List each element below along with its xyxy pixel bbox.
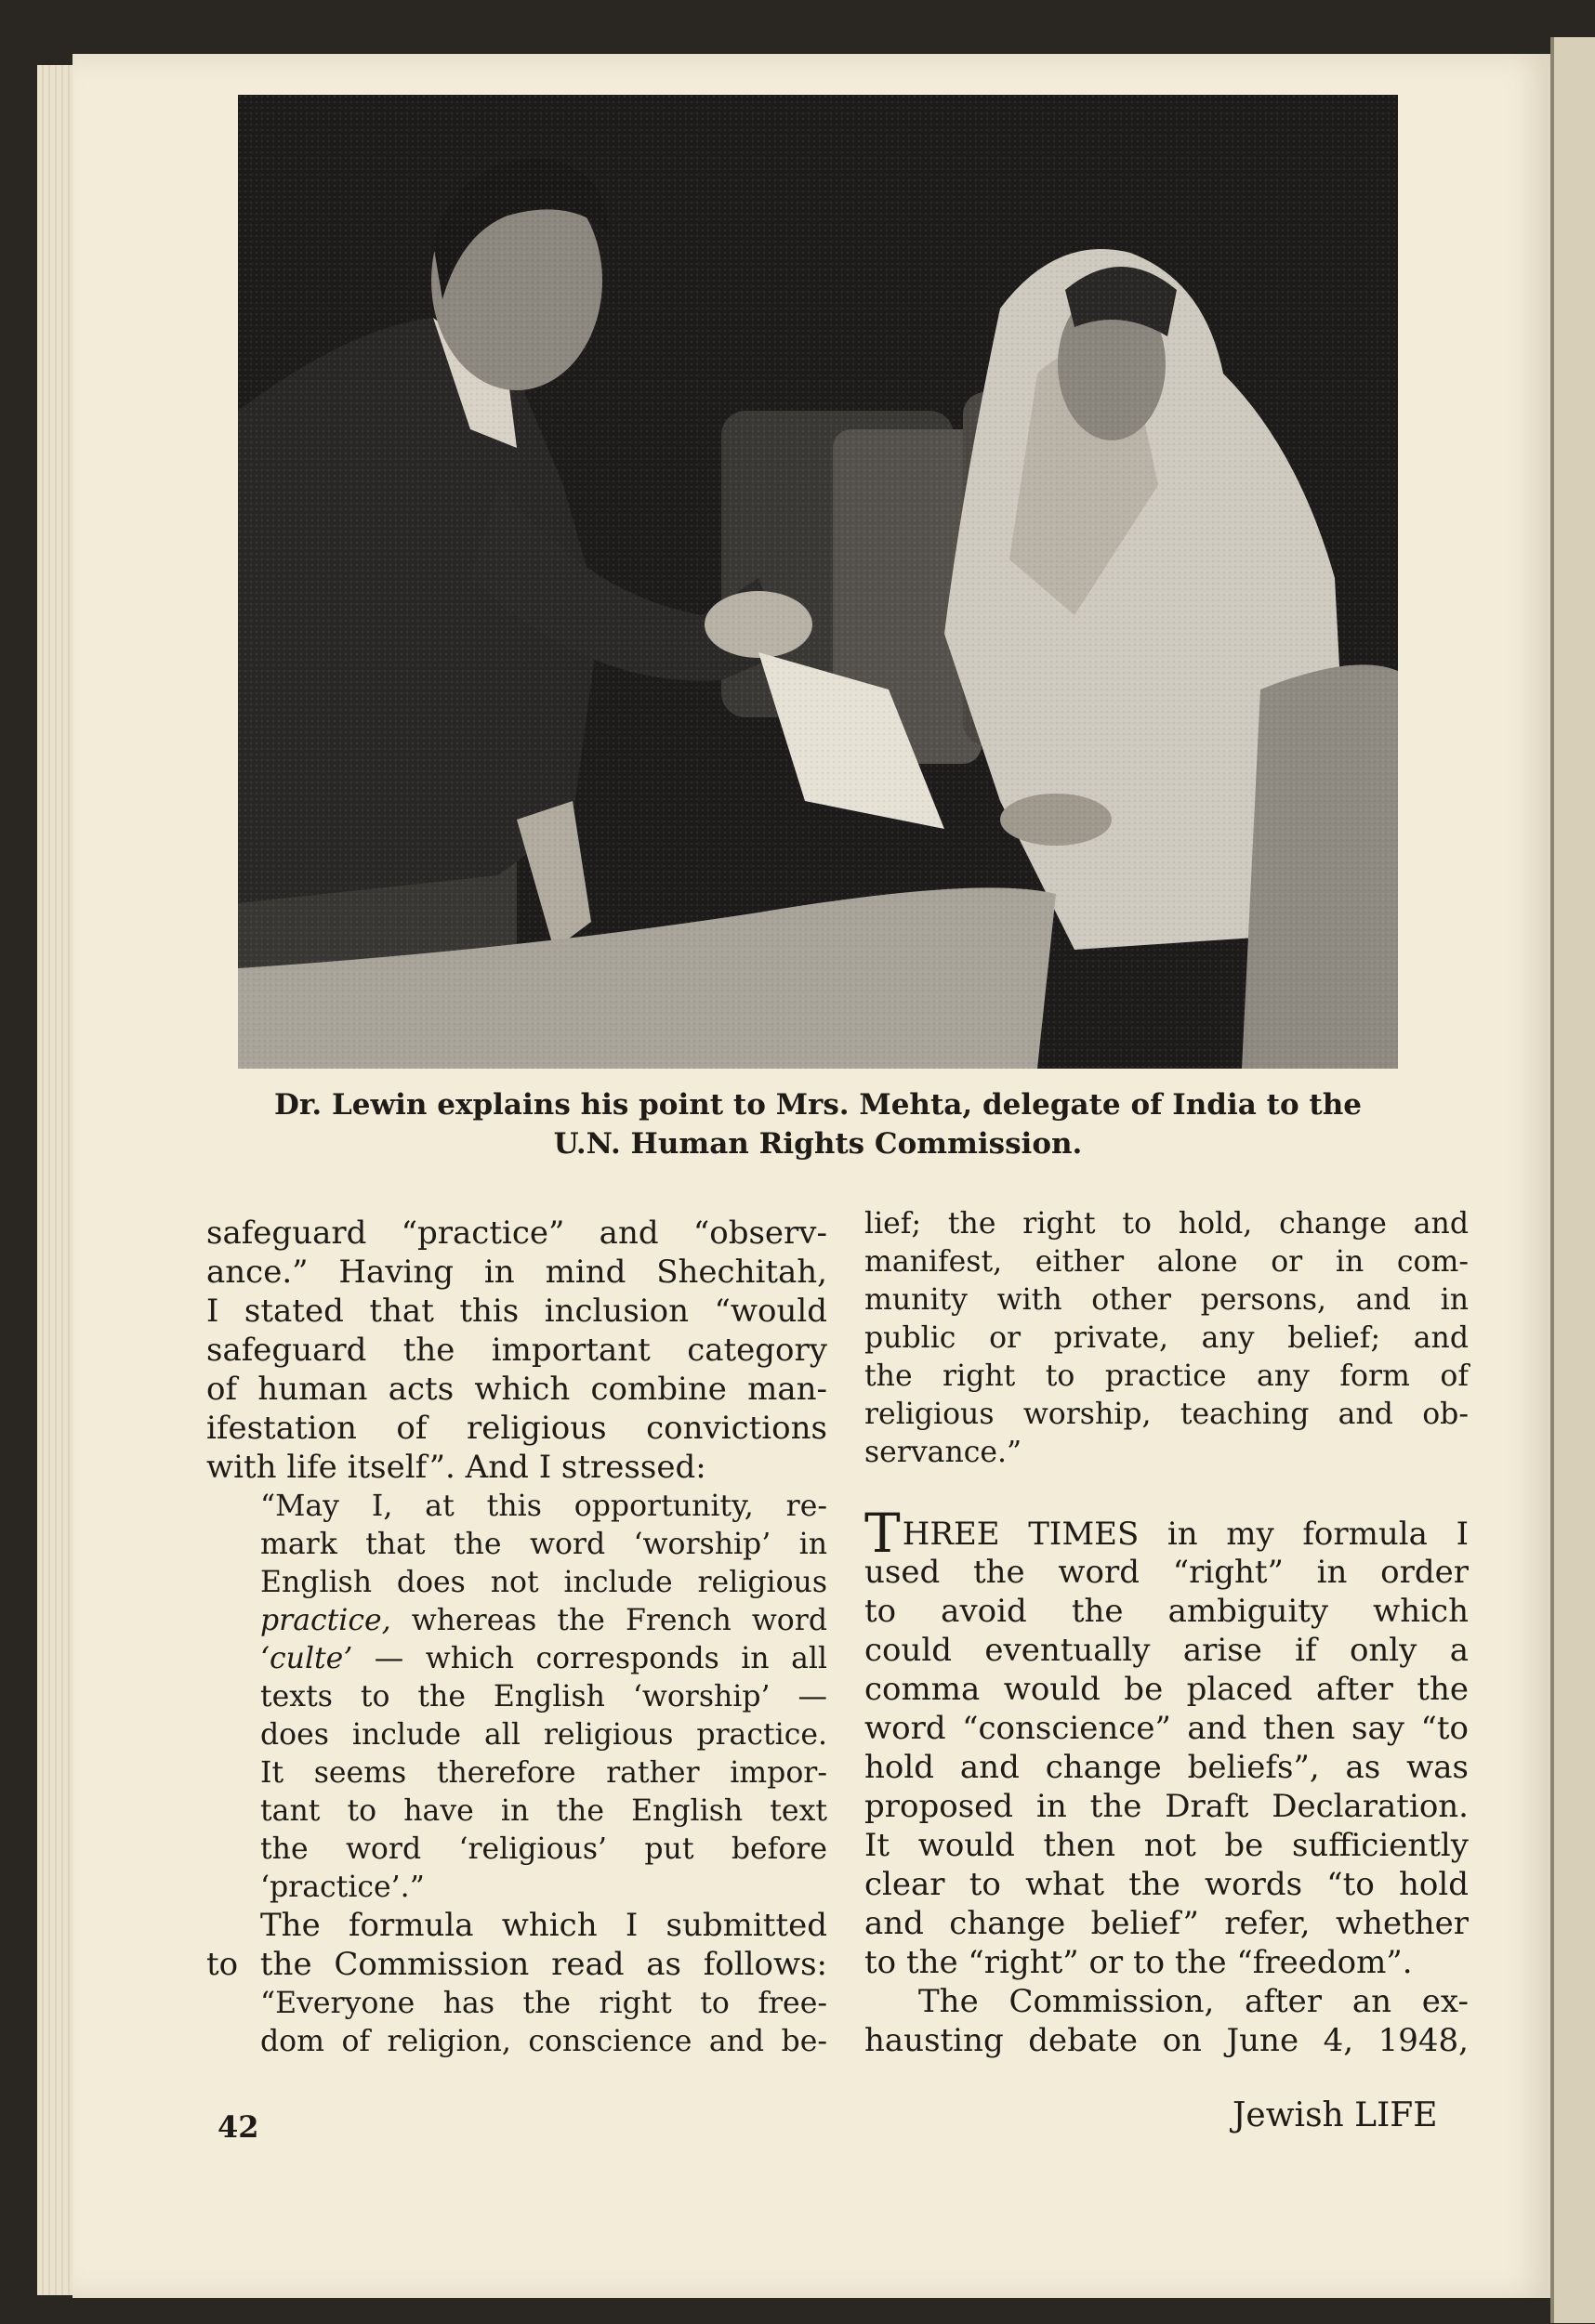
block-quote — [206, 1487, 827, 1906]
text-line — [864, 1502, 1469, 1565]
page-edge-stack — [37, 65, 74, 2295]
left-text-column — [206, 1214, 827, 2060]
quote-line: servance.” — [864, 1436, 1022, 1469]
text-line: The Commission, after an ex- — [918, 1983, 1469, 2020]
text-line: safeguard the important category — [206, 1332, 827, 1369]
facing-page-edge — [1550, 37, 1595, 2323]
caption-line-1: Dr. Lewin explains his point to Mrs. Mehta, delegate of India to the — [274, 1088, 1362, 1122]
caption-line-2: U.N. Human Rights Commission. — [553, 1127, 1083, 1161]
quote-line: English does not include religious — [260, 1566, 827, 1599]
quote-line — [260, 1601, 827, 1639]
text-line: The formula which I submitted — [260, 1907, 827, 1944]
quote-fragment: whereas the French word — [390, 1604, 827, 1637]
text-line: safeguard “practice” and “observ- — [206, 1215, 827, 1252]
text-line: hold and change beliefs”, as was — [864, 1749, 1469, 1786]
block-quote-2 — [206, 1984, 827, 2060]
quote-continuation — [864, 1204, 1469, 1471]
quote-line: tant to have in the English text — [260, 1794, 827, 1828]
text-line: of human acts which combine man- — [206, 1371, 827, 1408]
quote-line: manifest, either alone or in com- — [864, 1245, 1469, 1279]
quote-line: “Everyone has the right to free- — [260, 1987, 827, 2020]
running-footer: Jewish LIFE — [1232, 2096, 1438, 2134]
photo-caption — [214, 1085, 1422, 1163]
quote-line — [260, 1639, 827, 1677]
quote-line: dom of religion, conscience and be- — [260, 2025, 827, 2058]
text-fragment: HREE TIMES in my formula I — [902, 1516, 1469, 1553]
text-line: could eventually arise if only a — [864, 1632, 1469, 1669]
photograph — [238, 95, 1398, 1069]
quote-line: ‘practice’.” — [260, 1871, 425, 1904]
right-text-column — [864, 1204, 1469, 2060]
quote-line: the word ‘religious’ put before — [260, 1832, 827, 1866]
photo-illustration — [238, 95, 1398, 1069]
text-line: ance.” Having in mind Shechitah, — [206, 1254, 827, 1291]
quote-line: munity with other persons, and in — [864, 1283, 1469, 1317]
text-line: comma would be placed after the — [864, 1671, 1469, 1708]
quote-line: the right to practice any form of — [864, 1359, 1469, 1393]
drop-cap: T — [864, 1502, 901, 1565]
quote-line: mark that the word ‘worship’ in — [260, 1528, 827, 1561]
text-line: to the “right” or to the “freedom”. — [864, 1944, 1413, 1981]
text-line: with life itself”. And I stressed: — [206, 1449, 706, 1486]
text-line: clear to what the words “to hold — [864, 1866, 1469, 1903]
quote-line: religious worship, teaching and ob- — [864, 1398, 1469, 1431]
emphasis: ‘culte’ — [260, 1642, 353, 1675]
quote-line: “May I, at this opportunity, re- — [260, 1490, 827, 1523]
text-line: It would then not be sufficiently — [864, 1827, 1469, 1864]
text-line: used the word “right” in order — [864, 1554, 1469, 1591]
text-line: and change belief” refer, whether — [864, 1905, 1469, 1942]
quote-line: It seems therefore rather impor- — [260, 1756, 827, 1790]
text-line: proposed in the Draft Declaration. — [864, 1788, 1469, 1825]
text-line: hausting debate on June 4, 1948, — [864, 2022, 1469, 2059]
page-number: 42 — [218, 2109, 259, 2145]
text-line: ifestation of religious convictions — [206, 1410, 827, 1447]
quote-line: public or private, any belief; and — [864, 1321, 1469, 1355]
text-line: to avoid the ambiguity which — [864, 1593, 1469, 1630]
quote-line: texts to the English ‘worship’ — — [260, 1680, 827, 1713]
text-line: I stated that this inclusion “would — [206, 1293, 827, 1330]
text-line: word “conscience” and then say “to — [864, 1710, 1469, 1747]
quote-line: does include all religious practice. — [260, 1718, 827, 1752]
text-line: to the Commission read as follows: — [206, 1946, 827, 1983]
quote-fragment: — which corresponds in all — [352, 1642, 827, 1675]
quote-line: lief; the right to hold, change and — [864, 1207, 1469, 1241]
emphasis: practice, — [260, 1604, 391, 1637]
